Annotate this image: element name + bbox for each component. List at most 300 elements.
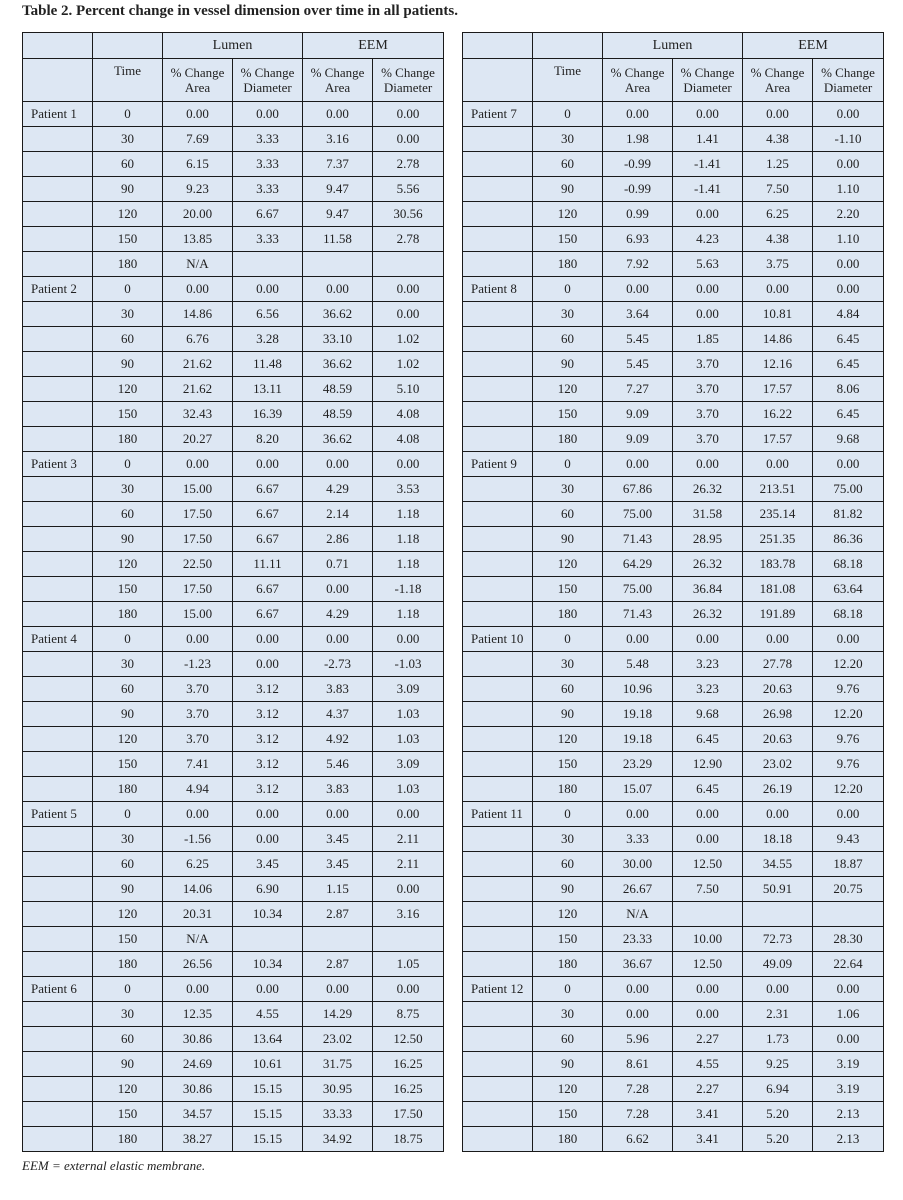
lumen-diameter-cell: 3.12 bbox=[233, 752, 303, 777]
lumen-area-cell: 30.00 bbox=[603, 852, 673, 877]
patient-label: Patient 4 bbox=[23, 627, 93, 652]
eem-area-cell: 26.19 bbox=[743, 777, 813, 802]
eem-area-cell: 4.29 bbox=[303, 602, 373, 627]
header-pct-change-area bbox=[743, 59, 813, 102]
patient-cell bbox=[463, 877, 533, 902]
patient-cell bbox=[23, 252, 93, 277]
table-footnote: EEM = external elastic membrane. bbox=[22, 1158, 206, 1173]
eem-diameter-cell: 6.45 bbox=[813, 402, 884, 427]
eem-diameter-cell: -1.18 bbox=[373, 577, 444, 602]
lumen-diameter-cell: 6.67 bbox=[233, 602, 303, 627]
header-time bbox=[93, 59, 163, 102]
time-cell: 60 bbox=[93, 677, 163, 702]
lumen-diameter-cell: 3.12 bbox=[233, 702, 303, 727]
time-cell: 90 bbox=[533, 1052, 603, 1077]
lumen-area-cell: 30.86 bbox=[163, 1077, 233, 1102]
eem-area-cell: 2.87 bbox=[303, 902, 373, 927]
table-row bbox=[463, 177, 884, 202]
patient-cell bbox=[463, 902, 533, 927]
lumen-area-cell: 1.98 bbox=[603, 127, 673, 152]
header-pct-change-area bbox=[603, 59, 673, 102]
eem-area-cell: 17.57 bbox=[743, 377, 813, 402]
time-cell: 120 bbox=[93, 902, 163, 927]
eem-area-cell: 48.59 bbox=[303, 377, 373, 402]
patient-cell bbox=[463, 202, 533, 227]
eem-area-cell bbox=[743, 902, 813, 927]
header-column-row bbox=[463, 59, 884, 102]
eem-diameter-cell: 0.00 bbox=[813, 627, 884, 652]
time-cell: 150 bbox=[93, 927, 163, 952]
patient-label: Patient 6 bbox=[23, 977, 93, 1002]
data-table-left bbox=[22, 32, 444, 1152]
eem-diameter-cell: 9.68 bbox=[813, 427, 884, 452]
table-row bbox=[23, 327, 444, 352]
patient-cell bbox=[23, 427, 93, 452]
table-row bbox=[23, 1102, 444, 1127]
lumen-area-cell: 3.70 bbox=[163, 727, 233, 752]
table-row bbox=[463, 277, 884, 302]
lumen-area-cell: 7.41 bbox=[163, 752, 233, 777]
lumen-area-cell: N/A bbox=[603, 902, 673, 927]
eem-diameter-cell: 2.78 bbox=[373, 227, 444, 252]
time-cell: 120 bbox=[533, 902, 603, 927]
table-row bbox=[463, 202, 884, 227]
table-row bbox=[463, 652, 884, 677]
eem-area-cell: 0.00 bbox=[743, 277, 813, 302]
eem-diameter-cell bbox=[813, 902, 884, 927]
lumen-diameter-cell: 3.33 bbox=[233, 227, 303, 252]
header-blank-cell bbox=[463, 59, 533, 102]
eem-diameter-cell: 0.00 bbox=[373, 452, 444, 477]
eem-area-cell: 183.78 bbox=[743, 552, 813, 577]
lumen-area-cell: 0.00 bbox=[163, 802, 233, 827]
table-row bbox=[463, 1077, 884, 1102]
patient-cell bbox=[23, 1077, 93, 1102]
table-row bbox=[463, 727, 884, 752]
lumen-area-cell: 0.00 bbox=[163, 977, 233, 1002]
eem-diameter-cell: 12.20 bbox=[813, 777, 884, 802]
table-row bbox=[23, 927, 444, 952]
lumen-area-cell: -0.99 bbox=[603, 152, 673, 177]
lumen-area-cell: 75.00 bbox=[603, 502, 673, 527]
header-pct-change-diameter-line1: % Change bbox=[240, 65, 295, 80]
eem-area-cell: 20.63 bbox=[743, 727, 813, 752]
lumen-diameter-cell: 36.84 bbox=[673, 577, 743, 602]
table-row bbox=[23, 177, 444, 202]
table-row bbox=[463, 227, 884, 252]
lumen-diameter-cell: 6.67 bbox=[233, 502, 303, 527]
patient-label: Patient 10 bbox=[463, 627, 533, 652]
patient-cell bbox=[463, 127, 533, 152]
time-cell: 60 bbox=[533, 327, 603, 352]
lumen-area-cell: 26.67 bbox=[603, 877, 673, 902]
eem-area-cell: 34.55 bbox=[743, 852, 813, 877]
lumen-area-cell: 3.70 bbox=[163, 702, 233, 727]
time-cell: 30 bbox=[93, 302, 163, 327]
time-cell: 30 bbox=[93, 477, 163, 502]
patient-label: Patient 1 bbox=[23, 102, 93, 127]
table-row bbox=[23, 877, 444, 902]
time-cell: 60 bbox=[533, 1027, 603, 1052]
lumen-area-cell: 3.64 bbox=[603, 302, 673, 327]
time-cell: 120 bbox=[533, 1077, 603, 1102]
time-cell: 0 bbox=[93, 977, 163, 1002]
eem-diameter-cell: 12.50 bbox=[373, 1027, 444, 1052]
lumen-area-cell: 0.00 bbox=[603, 1002, 673, 1027]
lumen-diameter-cell: 0.00 bbox=[233, 627, 303, 652]
lumen-diameter-cell: 0.00 bbox=[233, 802, 303, 827]
lumen-diameter-cell: 10.00 bbox=[673, 927, 743, 952]
lumen-area-cell: 0.00 bbox=[163, 452, 233, 477]
patient-cell bbox=[23, 152, 93, 177]
time-cell: 30 bbox=[93, 652, 163, 677]
eem-diameter-cell: 0.00 bbox=[813, 152, 884, 177]
lumen-area-cell: 75.00 bbox=[603, 577, 673, 602]
eem-area-cell: 20.63 bbox=[743, 677, 813, 702]
time-cell: 90 bbox=[93, 177, 163, 202]
eem-area-cell: 14.29 bbox=[303, 1002, 373, 1027]
lumen-area-cell: 36.67 bbox=[603, 952, 673, 977]
lumen-diameter-cell: 0.00 bbox=[233, 277, 303, 302]
lumen-diameter-cell: 1.41 bbox=[673, 127, 743, 152]
patient-cell bbox=[463, 502, 533, 527]
lumen-diameter-cell: 16.39 bbox=[233, 402, 303, 427]
eem-diameter-cell: 0.00 bbox=[813, 252, 884, 277]
lumen-area-cell: 30.86 bbox=[163, 1027, 233, 1052]
table-row bbox=[463, 777, 884, 802]
lumen-area-cell: 17.50 bbox=[163, 527, 233, 552]
lumen-diameter-cell: 26.32 bbox=[673, 552, 743, 577]
lumen-area-cell: 15.00 bbox=[163, 602, 233, 627]
time-cell: 60 bbox=[93, 152, 163, 177]
eem-area-cell: 6.25 bbox=[743, 202, 813, 227]
table-row bbox=[463, 1102, 884, 1127]
header-pct-change-diameter-line1: % Change bbox=[680, 65, 735, 80]
time-cell: 0 bbox=[93, 802, 163, 827]
time-cell: 60 bbox=[93, 852, 163, 877]
lumen-diameter-cell: 12.50 bbox=[673, 852, 743, 877]
lumen-diameter-cell: 3.70 bbox=[673, 377, 743, 402]
eem-area-cell: 7.37 bbox=[303, 152, 373, 177]
eem-area-cell: -2.73 bbox=[303, 652, 373, 677]
lumen-diameter-cell: 11.48 bbox=[233, 352, 303, 377]
patient-label: Patient 3 bbox=[23, 452, 93, 477]
data-table-right bbox=[462, 32, 884, 1152]
patient-cell bbox=[463, 177, 533, 202]
lumen-area-cell: 7.27 bbox=[603, 377, 673, 402]
time-cell: 0 bbox=[533, 102, 603, 127]
lumen-area-cell: 3.33 bbox=[603, 827, 673, 852]
table-row bbox=[23, 752, 444, 777]
eem-area-cell: 0.00 bbox=[303, 277, 373, 302]
lumen-area-cell: 0.00 bbox=[603, 102, 673, 127]
lumen-diameter-cell: 28.95 bbox=[673, 527, 743, 552]
eem-area-cell: 0.00 bbox=[303, 102, 373, 127]
time-cell: 0 bbox=[93, 102, 163, 127]
eem-area-cell: 49.09 bbox=[743, 952, 813, 977]
lumen-diameter-cell: 13.11 bbox=[233, 377, 303, 402]
lumen-area-cell: 67.86 bbox=[603, 477, 673, 502]
lumen-area-cell: 5.45 bbox=[603, 352, 673, 377]
lumen-diameter-cell: 3.70 bbox=[673, 427, 743, 452]
patient-cell bbox=[23, 502, 93, 527]
eem-diameter-cell: 0.00 bbox=[813, 277, 884, 302]
time-cell: 60 bbox=[93, 1027, 163, 1052]
table-row bbox=[23, 952, 444, 977]
eem-diameter-cell: 68.18 bbox=[813, 552, 884, 577]
time-cell: 90 bbox=[533, 352, 603, 377]
eem-diameter-cell: 0.00 bbox=[373, 277, 444, 302]
eem-diameter-cell: 0.00 bbox=[373, 977, 444, 1002]
table-row bbox=[463, 627, 884, 652]
eem-area-cell: 7.50 bbox=[743, 177, 813, 202]
patient-cell bbox=[23, 402, 93, 427]
lumen-diameter-cell: 3.12 bbox=[233, 777, 303, 802]
eem-diameter-cell: 2.20 bbox=[813, 202, 884, 227]
lumen-area-cell: -1.56 bbox=[163, 827, 233, 852]
patient-cell bbox=[23, 877, 93, 902]
table-row bbox=[463, 527, 884, 552]
time-cell: 0 bbox=[533, 627, 603, 652]
eem-diameter-cell: 0.00 bbox=[813, 977, 884, 1002]
eem-diameter-cell: 0.00 bbox=[813, 452, 884, 477]
patient-cell bbox=[463, 1102, 533, 1127]
lumen-diameter-cell: -1.41 bbox=[673, 177, 743, 202]
lumen-diameter-cell: 4.55 bbox=[673, 1052, 743, 1077]
table-row bbox=[463, 452, 884, 477]
eem-diameter-cell: 1.02 bbox=[373, 352, 444, 377]
time-cell: 0 bbox=[533, 802, 603, 827]
lumen-diameter-cell: 3.33 bbox=[233, 152, 303, 177]
lumen-diameter-cell: 0.00 bbox=[673, 1002, 743, 1027]
eem-area-cell bbox=[303, 927, 373, 952]
table-row bbox=[23, 1027, 444, 1052]
time-cell: 180 bbox=[533, 252, 603, 277]
table-row bbox=[23, 127, 444, 152]
lumen-diameter-cell: 0.00 bbox=[233, 652, 303, 677]
patient-label: Patient 2 bbox=[23, 277, 93, 302]
patient-cell bbox=[463, 927, 533, 952]
eem-diameter-cell: 2.11 bbox=[373, 827, 444, 852]
time-cell: 120 bbox=[533, 377, 603, 402]
eem-area-cell: 3.83 bbox=[303, 677, 373, 702]
time-cell: 0 bbox=[533, 977, 603, 1002]
table-row bbox=[23, 677, 444, 702]
table-row bbox=[23, 652, 444, 677]
lumen-diameter-cell: 0.00 bbox=[673, 277, 743, 302]
table-row bbox=[463, 252, 884, 277]
patient-cell bbox=[463, 702, 533, 727]
header-pct-change-diameter-line2: Diameter bbox=[683, 80, 732, 95]
patient-cell bbox=[23, 202, 93, 227]
patient-cell bbox=[463, 477, 533, 502]
lumen-area-cell: 4.94 bbox=[163, 777, 233, 802]
lumen-diameter-cell: 9.68 bbox=[673, 702, 743, 727]
time-cell: 150 bbox=[533, 227, 603, 252]
lumen-area-cell: -0.99 bbox=[603, 177, 673, 202]
eem-diameter-cell: 1.02 bbox=[373, 327, 444, 352]
eem-area-cell: 33.10 bbox=[303, 327, 373, 352]
eem-diameter-cell: 4.84 bbox=[813, 302, 884, 327]
time-cell: 120 bbox=[93, 377, 163, 402]
lumen-area-cell: 20.31 bbox=[163, 902, 233, 927]
lumen-diameter-cell: 0.00 bbox=[673, 827, 743, 852]
lumen-diameter-cell: 0.00 bbox=[233, 452, 303, 477]
lumen-area-cell: 0.00 bbox=[163, 277, 233, 302]
table-row bbox=[23, 627, 444, 652]
table-row bbox=[23, 527, 444, 552]
eem-area-cell: 0.00 bbox=[743, 802, 813, 827]
eem-diameter-cell: 2.13 bbox=[813, 1127, 884, 1152]
table-row bbox=[23, 552, 444, 577]
table-row bbox=[23, 402, 444, 427]
eem-diameter-cell: 0.00 bbox=[813, 802, 884, 827]
header-pct-change-area-line2: Area bbox=[184, 80, 211, 95]
table-row bbox=[463, 902, 884, 927]
eem-area-cell: 3.75 bbox=[743, 252, 813, 277]
header-blank-cell bbox=[93, 33, 163, 59]
eem-diameter-cell: 86.36 bbox=[813, 527, 884, 552]
header-blank-cell bbox=[23, 59, 93, 102]
eem-diameter-cell: 1.18 bbox=[373, 527, 444, 552]
lumen-diameter-cell: 6.67 bbox=[233, 477, 303, 502]
time-cell: 30 bbox=[93, 827, 163, 852]
header-pct-change-diameter bbox=[373, 59, 444, 102]
eem-area-cell: 0.00 bbox=[303, 577, 373, 602]
patient-label: Patient 12 bbox=[463, 977, 533, 1002]
patient-label: Patient 11 bbox=[463, 802, 533, 827]
lumen-area-cell: 20.27 bbox=[163, 427, 233, 452]
eem-diameter-cell: 5.56 bbox=[373, 177, 444, 202]
time-cell: 90 bbox=[93, 527, 163, 552]
lumen-diameter-cell: 6.67 bbox=[233, 202, 303, 227]
time-cell: 30 bbox=[533, 1002, 603, 1027]
time-cell: 120 bbox=[533, 202, 603, 227]
eem-diameter-cell: 63.64 bbox=[813, 577, 884, 602]
patient-cell bbox=[463, 727, 533, 752]
header-pct-change-diameter-line2: Diameter bbox=[383, 80, 433, 95]
time-cell: 150 bbox=[533, 402, 603, 427]
eem-area-cell: 17.57 bbox=[743, 427, 813, 452]
header-eem: EEM bbox=[743, 33, 884, 59]
patient-cell bbox=[463, 1052, 533, 1077]
eem-area-cell: 48.59 bbox=[303, 402, 373, 427]
time-cell: 30 bbox=[93, 127, 163, 152]
time-cell: 180 bbox=[93, 602, 163, 627]
eem-diameter-cell: 2.11 bbox=[373, 852, 444, 877]
lumen-diameter-cell: 6.90 bbox=[233, 877, 303, 902]
time-cell: 60 bbox=[533, 852, 603, 877]
patient-cell bbox=[463, 152, 533, 177]
header-pct-change-diameter bbox=[673, 59, 743, 102]
lumen-diameter-cell: 3.70 bbox=[673, 402, 743, 427]
patient-cell bbox=[23, 527, 93, 552]
lumen-area-cell: 7.69 bbox=[163, 127, 233, 152]
table-row bbox=[463, 152, 884, 177]
eem-diameter-cell: 9.76 bbox=[813, 677, 884, 702]
patient-cell bbox=[23, 477, 93, 502]
eem-area-cell: 36.62 bbox=[303, 302, 373, 327]
eem-diameter-cell: 4.08 bbox=[373, 427, 444, 452]
table-row bbox=[23, 827, 444, 852]
eem-area-cell: 251.35 bbox=[743, 527, 813, 552]
eem-area-cell: 9.25 bbox=[743, 1052, 813, 1077]
lumen-diameter-cell: 3.33 bbox=[233, 127, 303, 152]
eem-diameter-cell: 8.06 bbox=[813, 377, 884, 402]
eem-area-cell: 3.83 bbox=[303, 777, 373, 802]
lumen-diameter-cell: 13.64 bbox=[233, 1027, 303, 1052]
eem-area-cell: 2.86 bbox=[303, 527, 373, 552]
lumen-diameter-cell: 1.85 bbox=[673, 327, 743, 352]
table-row bbox=[23, 202, 444, 227]
table-row bbox=[23, 502, 444, 527]
eem-area-cell: 5.46 bbox=[303, 752, 373, 777]
header-eem: EEM bbox=[303, 33, 444, 59]
patient-cell bbox=[23, 777, 93, 802]
time-cell: 180 bbox=[533, 952, 603, 977]
eem-diameter-cell: 9.43 bbox=[813, 827, 884, 852]
lumen-area-cell: 23.33 bbox=[603, 927, 673, 952]
time-cell: 90 bbox=[533, 177, 603, 202]
lumen-area-cell: 9.09 bbox=[603, 427, 673, 452]
eem-diameter-cell: 1.06 bbox=[813, 1002, 884, 1027]
lumen-area-cell: 3.70 bbox=[163, 677, 233, 702]
patient-cell bbox=[23, 327, 93, 352]
lumen-area-cell: 6.15 bbox=[163, 152, 233, 177]
time-cell: 120 bbox=[93, 1077, 163, 1102]
lumen-diameter-cell: 31.58 bbox=[673, 502, 743, 527]
eem-diameter-cell: 28.30 bbox=[813, 927, 884, 952]
eem-diameter-cell bbox=[373, 252, 444, 277]
lumen-area-cell: -1.23 bbox=[163, 652, 233, 677]
lumen-diameter-cell: 12.90 bbox=[673, 752, 743, 777]
lumen-diameter-cell: 15.15 bbox=[233, 1127, 303, 1152]
lumen-diameter-cell: 3.12 bbox=[233, 727, 303, 752]
patient-cell bbox=[23, 702, 93, 727]
patient-cell bbox=[463, 352, 533, 377]
patient-cell bbox=[463, 752, 533, 777]
eem-area-cell: 4.38 bbox=[743, 127, 813, 152]
lumen-area-cell: N/A bbox=[163, 252, 233, 277]
lumen-area-cell: 6.62 bbox=[603, 1127, 673, 1152]
table-row bbox=[463, 102, 884, 127]
patient-cell bbox=[23, 577, 93, 602]
table-row bbox=[23, 852, 444, 877]
lumen-area-cell: 0.00 bbox=[603, 627, 673, 652]
lumen-area-cell: 20.00 bbox=[163, 202, 233, 227]
eem-area-cell: 181.08 bbox=[743, 577, 813, 602]
eem-diameter-cell: 1.18 bbox=[373, 602, 444, 627]
time-cell: 30 bbox=[93, 1002, 163, 1027]
lumen-area-cell: 23.29 bbox=[603, 752, 673, 777]
table-row bbox=[23, 902, 444, 927]
lumen-diameter-cell: 3.23 bbox=[673, 677, 743, 702]
lumen-diameter-cell: 0.00 bbox=[233, 827, 303, 852]
eem-diameter-cell: 22.64 bbox=[813, 952, 884, 977]
lumen-diameter-cell: 7.50 bbox=[673, 877, 743, 902]
table-row bbox=[23, 977, 444, 1002]
table-row bbox=[463, 402, 884, 427]
eem-diameter-cell: 0.00 bbox=[373, 127, 444, 152]
time-cell: 180 bbox=[533, 427, 603, 452]
lumen-area-cell: 0.00 bbox=[603, 452, 673, 477]
eem-area-cell: 36.62 bbox=[303, 427, 373, 452]
eem-diameter-cell: 0.00 bbox=[813, 1027, 884, 1052]
lumen-area-cell: 21.62 bbox=[163, 377, 233, 402]
eem-area-cell: 0.00 bbox=[303, 452, 373, 477]
eem-diameter-cell: 16.25 bbox=[373, 1077, 444, 1102]
lumen-area-cell: 22.50 bbox=[163, 552, 233, 577]
